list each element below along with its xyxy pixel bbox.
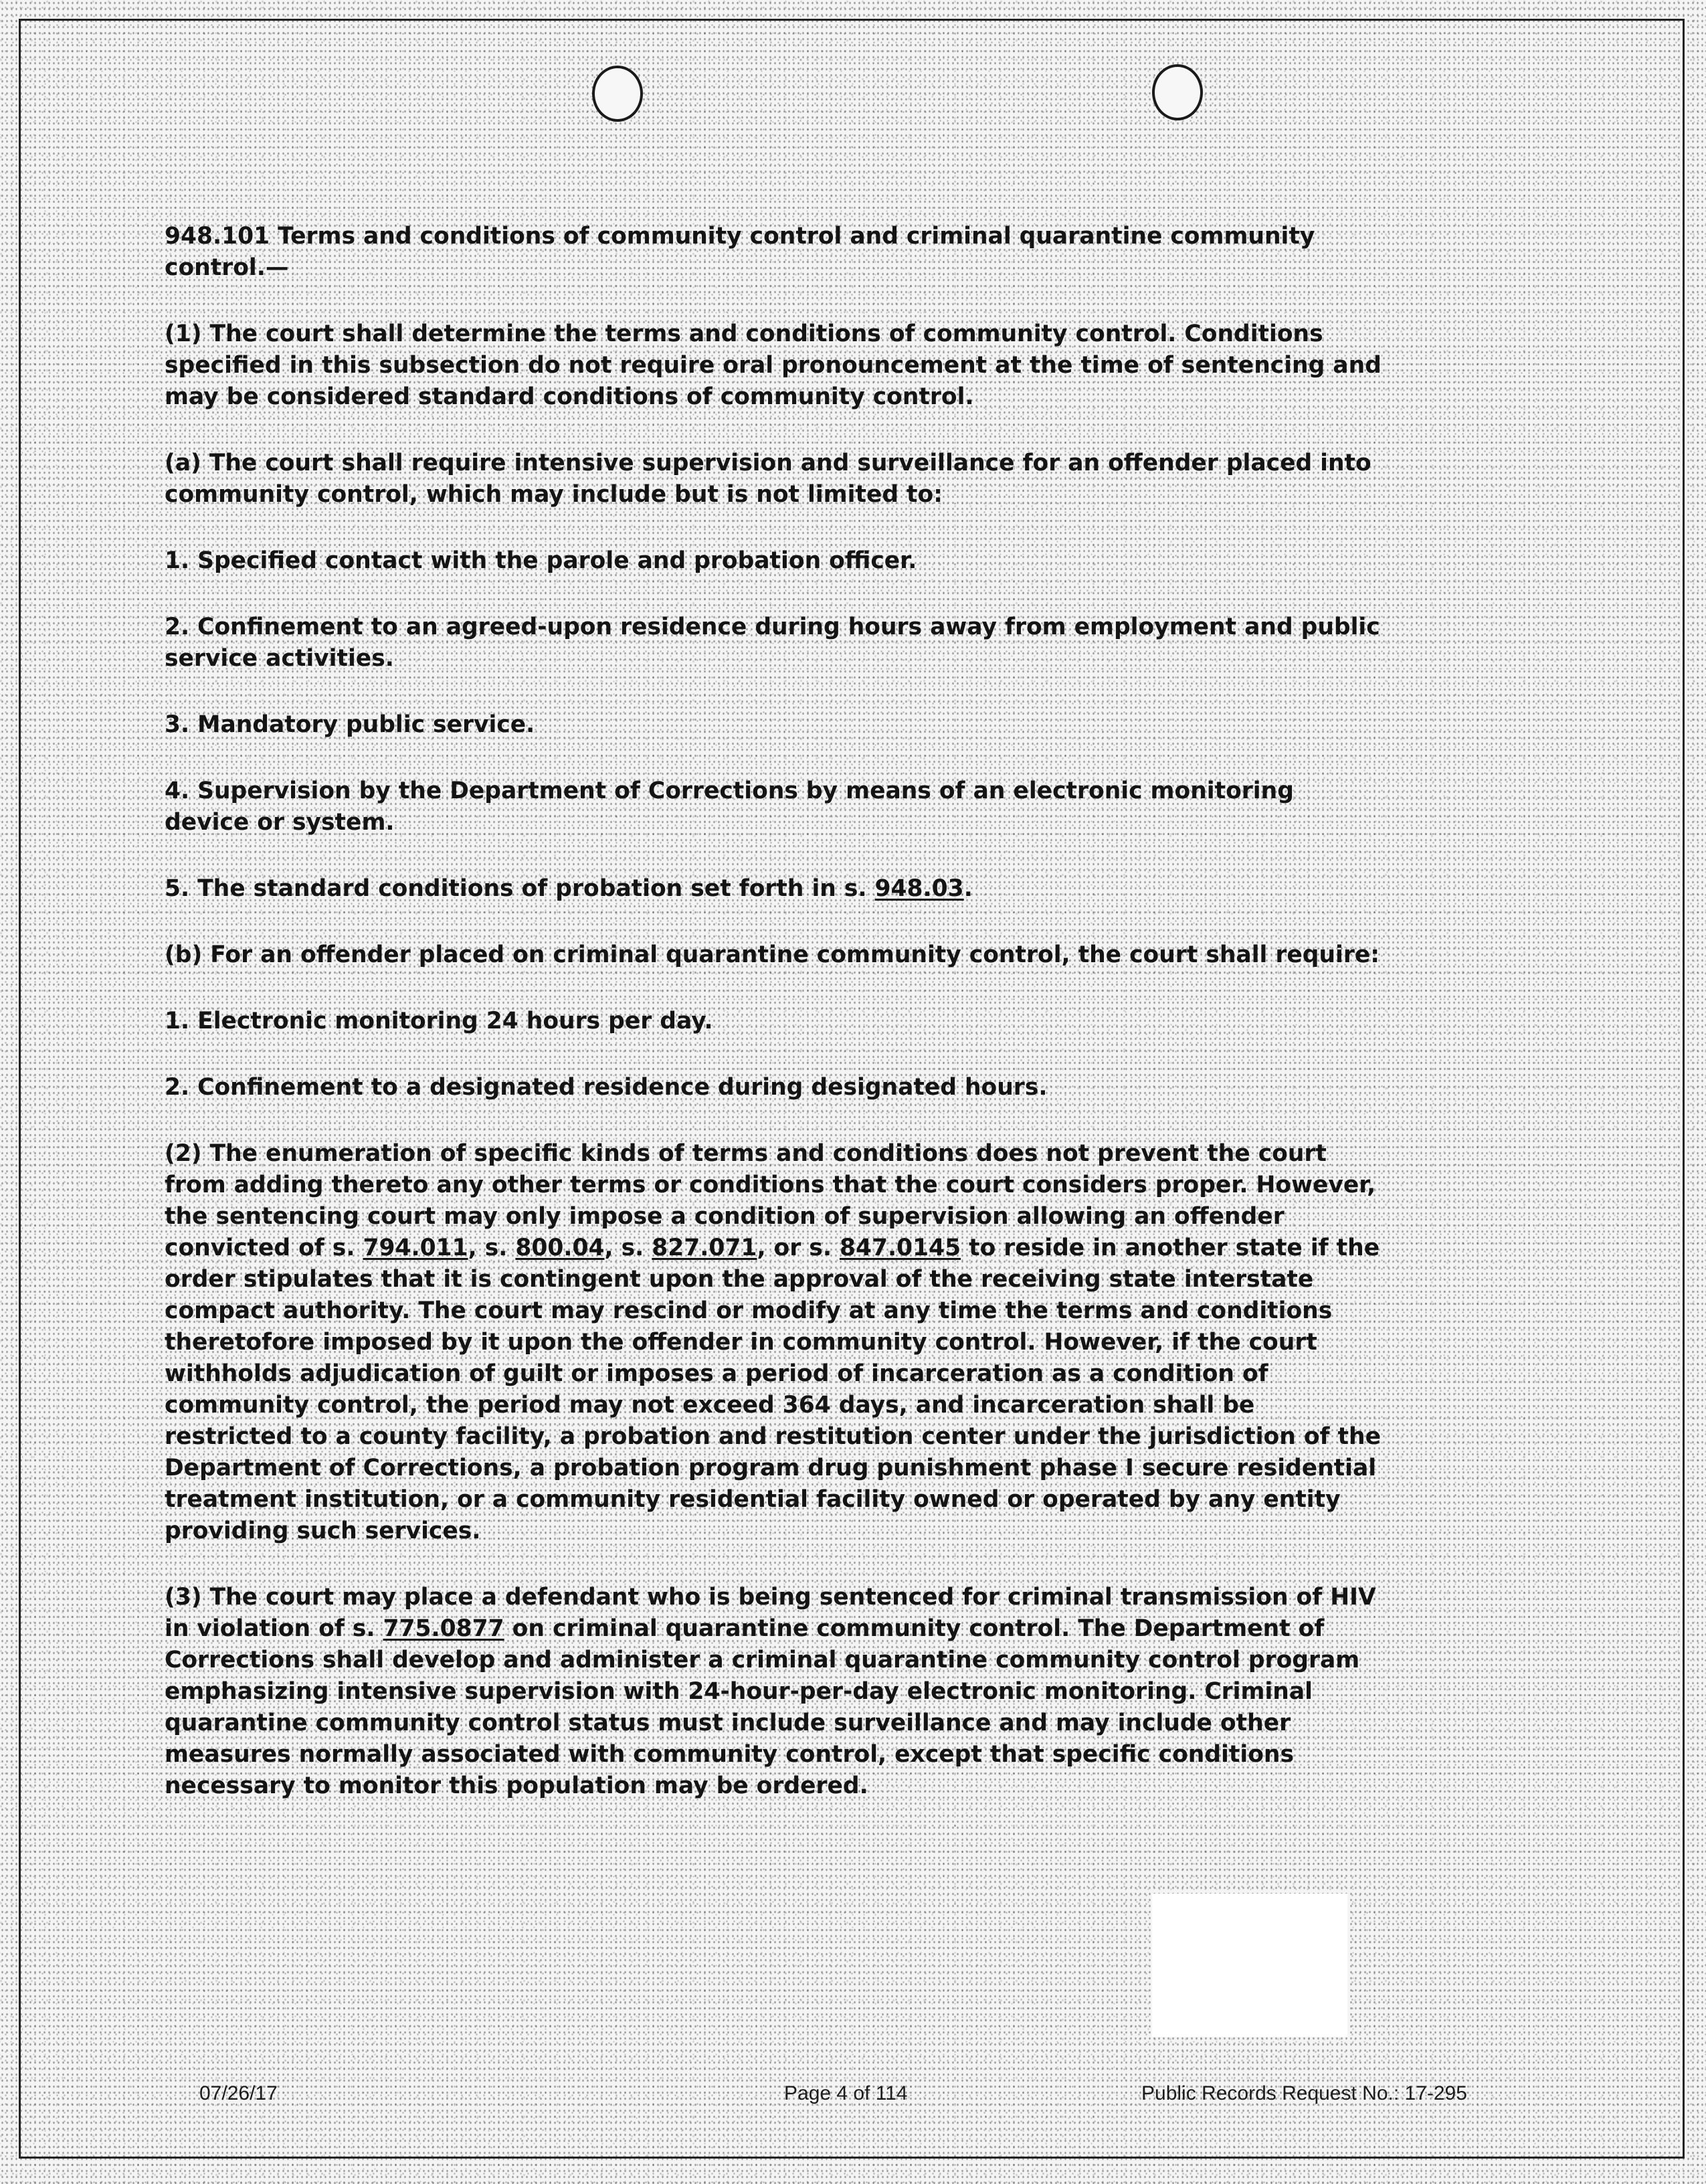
footer-request-number: Public Records Request No.: 17-295 [1141, 2082, 1467, 2104]
subsection-2-text: to reside in another state if the order stipulates that it is contingent upon the approval of the receiving state interstate compact authority. The court may rescind or modify at any time the terms and conditions theretofore imposed by it upon the offender in community control. However, if the court withholds adjudication of guilt or imposes a period of incarceration as a condition of community control, the period may not exceed 364 days, and incarceration shall be restricted to a county facility, a probation and restitution center under the jurisdiction of the Department of Corrections, a probation program drug punishment phase I secure residential treatment institution, or a community residential facility owned or operated by any entity providing such services. [165, 1235, 1381, 1544]
list-item: 4. Supervision by the Department of Corrections by means of an electronic monitoring device or system. [165, 778, 1294, 836]
list-item: 3. Mandatory public service. [165, 711, 535, 738]
statute-link-847-0145[interactable]: 847.0145 [839, 1235, 961, 1261]
redaction-box [1152, 1894, 1347, 2037]
punch-hole-left [592, 66, 643, 122]
subsection-2 [165, 1138, 1382, 1547]
statute-link-800-04[interactable]: 800.04 [515, 1235, 605, 1261]
subsection-3-text: on criminal quarantine community control. The Department of Corrections shall develop and administer a criminal quarantine community control program emphasizing intensive supervision with 24-hour-per-day electronic monitoring. Criminal quarantine community control status must include surveillance and may include other measures normally associated with community control, except that specific conditions necessary to monitor this population may be ordered. [165, 1615, 1360, 1799]
subsection-3-text: (3) The court may place a defendant who is being sentenced for criminal transmission of HIV in violation of s. [165, 1584, 1376, 1642]
statute-link-794-011[interactable]: 794.011 [363, 1235, 468, 1261]
subsection-1: (1) The court shall determine the terms and conditions of community control. Conditions specified in this subsection do not require oral pronouncement at the time of sentencing and may be considered standard conditions of community control. [165, 321, 1382, 410]
paragraph-a: (a) The court shall require intensive supervision and surveillance for an offender placed into community control, which may include but is not limited to: [165, 450, 1371, 508]
subsection-3 [165, 1582, 1382, 1802]
statute-link-948-03[interactable]: 948.03 [874, 875, 964, 902]
subsection-2-text: , or s. [757, 1235, 840, 1261]
subsection-2-text: (2) The enumeration of specific kinds of terms and conditions does not prevent the court from adding thereto any other terms or conditions that the court considers proper. However, the sentencing court may only impose a condition of supervision allowing an offender convicted of s. [165, 1140, 1376, 1261]
list-item: 2. Confinement to a designated residence during designated hours. [165, 1074, 1048, 1101]
list-item-text: . [963, 875, 973, 902]
paragraph-b: (b) For an offender placed on criminal quarantine community control, the court shall require: [165, 941, 1380, 968]
punch-hole-right [1152, 64, 1203, 120]
statute-body [165, 221, 1382, 1837]
footer-page-number: Page 4 of 114 [784, 2082, 908, 2104]
section-heading: 948.101 Terms and conditions of community control and criminal quarantine community control.— [165, 223, 1315, 281]
subsection-2-text: , s. [604, 1235, 652, 1261]
statute-link-775-0877[interactable]: 775.0877 [383, 1615, 504, 1642]
list-item-text: 5. The standard conditions of probation set forth in s. [165, 875, 875, 902]
footer-date: 07/26/17 [199, 2082, 278, 2104]
list-item [165, 873, 1382, 905]
statute-link-827-071[interactable]: 827.071 [652, 1235, 757, 1261]
list-item: 2. Confinement to an agreed-upon residence during hours away from employment and public service activities. [165, 614, 1380, 672]
list-item: 1. Electronic monitoring 24 hours per day. [165, 1008, 713, 1034]
list-item: 1. Specified contact with the parole and probation officer. [165, 547, 917, 574]
subsection-2-text: , s. [468, 1235, 516, 1261]
